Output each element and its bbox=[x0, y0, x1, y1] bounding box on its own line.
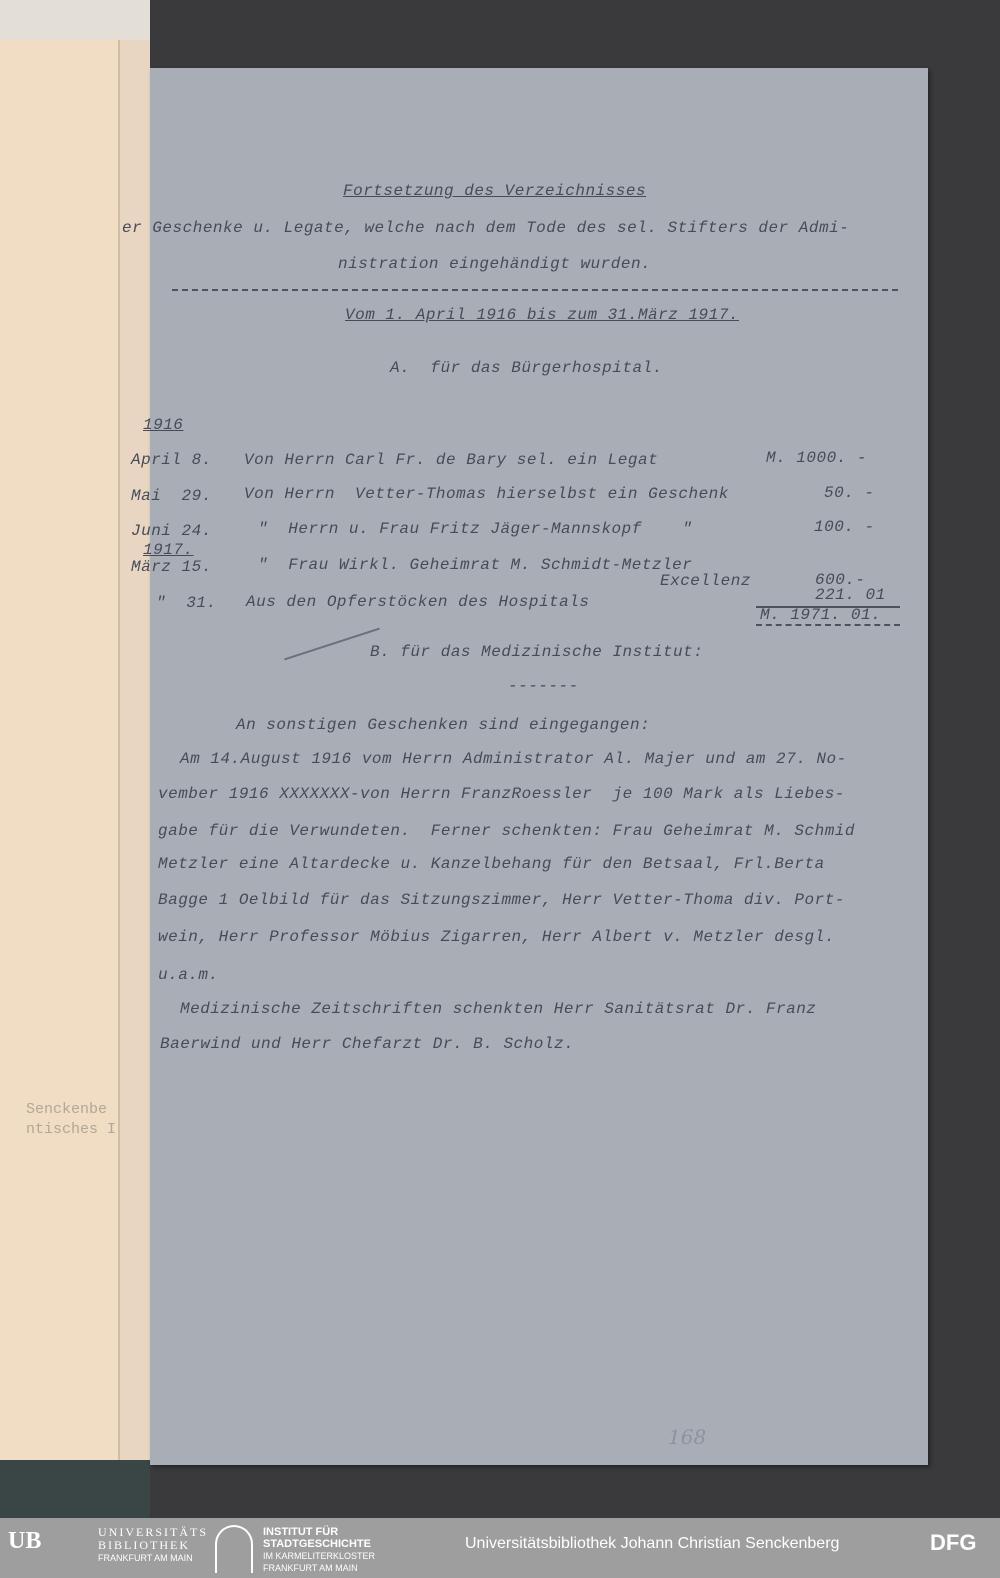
entry-text-continued: Excellenz bbox=[660, 572, 751, 590]
paragraph-line: u.a.m. bbox=[158, 966, 219, 984]
left-text-line: Senckenbe bbox=[26, 1101, 108, 1118]
entry-amount: 600.- bbox=[815, 571, 866, 589]
entry-text: Aus den Opferstöcken des Hospitals bbox=[246, 593, 590, 611]
entry-text: Von Herrn Carl Fr. de Bary sel. ein Legat bbox=[244, 451, 659, 469]
entry-amount: 50. - bbox=[824, 484, 875, 502]
library-name[interactable]: Universitätsbibliothek Johann Christian Senckenberg bbox=[465, 1535, 840, 1552]
section-a-heading: A. für das Bürgerhospital. bbox=[390, 359, 663, 377]
inst-line: INSTITUT FÜR bbox=[263, 1526, 339, 1538]
paragraph-line: Medizinische Zeitschriften schenkten Herr Sanitätsrat Dr. Franz bbox=[180, 1000, 817, 1018]
entry-text: " Herrn u. Frau Fritz Jäger-Mannskopf " bbox=[258, 520, 693, 538]
divider bbox=[172, 289, 898, 291]
paragraph-line: Baerwind und Herr Chefarzt Dr. B. Scholz. bbox=[160, 1035, 575, 1053]
left-page bbox=[0, 40, 118, 1460]
paragraph-intro: An sonstigen Geschenken sind eingegangen: bbox=[236, 716, 651, 734]
subtitle-line: er Geschenke u. Legate, welche nach dem Tode des sel. Stifters der Admi- bbox=[122, 219, 850, 237]
entry-date: Juni 24. bbox=[131, 522, 212, 540]
subtitle-line: nistration eingehändigt wurden. bbox=[338, 255, 652, 273]
paragraph-line: vember 1916 XXXXXXX-von Herrn FranzRoessler je 100 Mark als Liebes- bbox=[158, 785, 845, 803]
paragraph-line: Am 14.August 1916 vom Herrn Administrator Al. Majer und am 27. No- bbox=[180, 750, 847, 768]
footer-bar bbox=[0, 1518, 1000, 1578]
paragraph-line: Metzler eine Altardecke u. Kanzelbehang für den Betsaal, Frl.Berta bbox=[158, 855, 825, 873]
ub-line: UNIVERSITÄTS bbox=[98, 1525, 208, 1539]
handwritten-page-number: 168 bbox=[668, 1425, 707, 1449]
total-amount: M. 1971. 01. bbox=[760, 606, 882, 624]
entry-date: März 15. bbox=[131, 558, 212, 576]
sum-double-rule bbox=[756, 624, 900, 626]
year-label: 1917. bbox=[143, 541, 194, 559]
page-edge bbox=[118, 40, 150, 1460]
institute-arch-icon bbox=[215, 1525, 253, 1573]
dfg-logo[interactable]: DFG bbox=[930, 1530, 977, 1555]
entry-date: April 8. bbox=[131, 451, 212, 469]
period-heading: Vom 1. April 1916 bis zum 31.März 1917. bbox=[345, 306, 739, 324]
entry-amount: 100. - bbox=[814, 518, 875, 536]
entry-amount: M. 1000. - bbox=[766, 449, 868, 467]
entry-amount: 221. 01 bbox=[815, 586, 886, 604]
institute-logo-text[interactable] bbox=[263, 1526, 375, 1574]
ub-line: FRANKFURT AM MAIN bbox=[98, 1553, 193, 1563]
left-text-line: ntisches I bbox=[26, 1121, 117, 1138]
inst-line: STADTGESCHICHTE bbox=[263, 1538, 371, 1550]
separator: ------- bbox=[508, 677, 579, 695]
section-b-heading: B. für das Medizinische Institut: bbox=[370, 643, 704, 661]
paragraph-line: wein, Herr Professor Möbius Zigarren, Herr Albert v. Metzler desgl. bbox=[158, 928, 835, 946]
entry-text: Von Herrn Vetter-Thomas hierselbst ein Geschenk bbox=[244, 485, 729, 503]
paragraph-line: gabe für die Verwundeten. Ferner schenkten: Frau Geheimrat M. Schmid bbox=[158, 822, 856, 840]
document-title: Fortsetzung des Verzeichnisses bbox=[343, 182, 647, 200]
binding-top bbox=[0, 0, 150, 40]
entry-date: Mai 29. bbox=[131, 487, 212, 505]
inst-line: IM KARMELITERKLOSTER bbox=[263, 1551, 376, 1561]
ub-line: BIBLIOTHEK bbox=[98, 1538, 190, 1552]
paragraph-line: Bagge 1 Oelbild für das Sitzungszimmer, Herr Vetter-Thoma div. Port- bbox=[158, 891, 845, 909]
entry-date: " 31. bbox=[156, 594, 217, 612]
ub-logo[interactable]: UB bbox=[8, 1528, 42, 1554]
entry-text: " Frau Wirkl. Geheimrat M. Schmidt-Metzler bbox=[258, 556, 693, 574]
year-label: 1916 bbox=[143, 416, 184, 434]
left-page-text bbox=[26, 1100, 116, 1140]
inst-line: FRANKFURT AM MAIN bbox=[263, 1563, 358, 1573]
ub-logo-text bbox=[98, 1526, 208, 1565]
